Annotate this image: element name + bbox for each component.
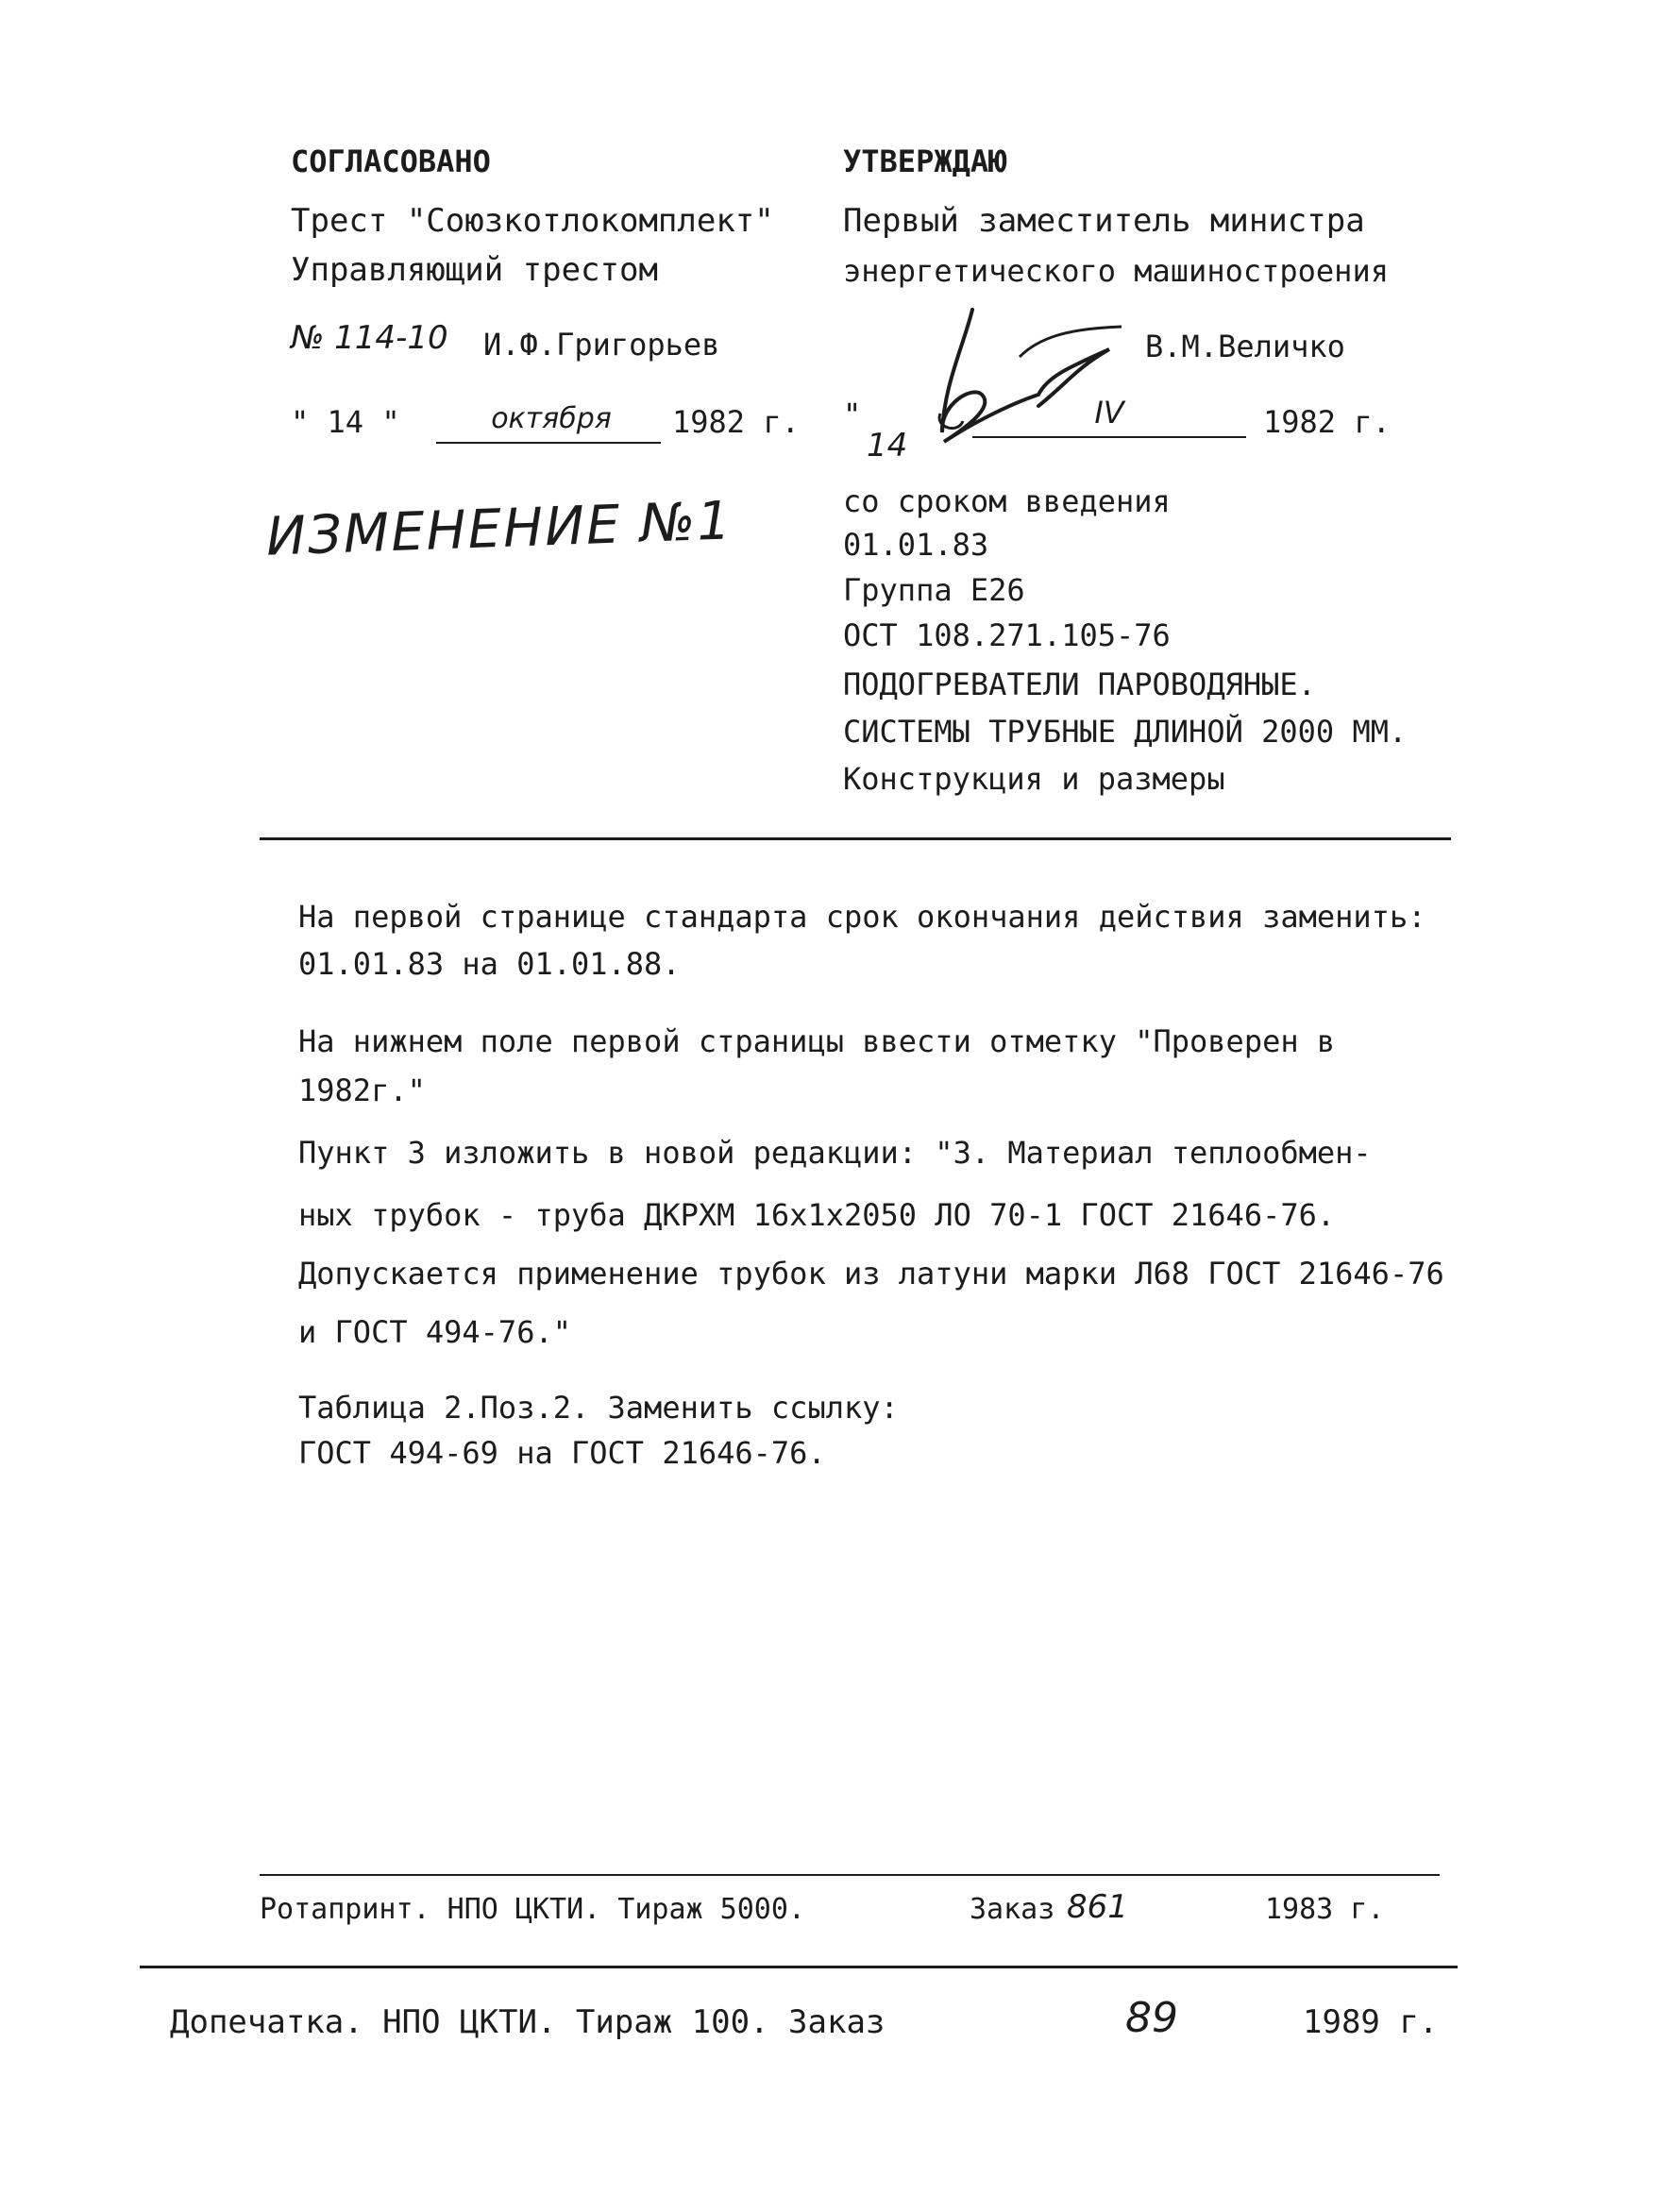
reprint-order: 89 — [1125, 1994, 1178, 2042]
right-date-year: 1982 г. — [1263, 404, 1391, 440]
print-line: Ротапринт. НПО ЦКТИ. Тираж 5000. — [260, 1893, 805, 1926]
right-date-prefix: " — [843, 397, 862, 432]
left-date-year: 1982 г. — [672, 404, 800, 440]
registration-number: № 114-10 — [291, 319, 448, 357]
paragraph-3-line-3: Допускается применение трубок из латуни марки Л68 ГОСТ 21646-76 — [298, 1256, 1444, 1292]
group-code: Группа Е26 — [843, 572, 1025, 608]
paragraph-1-line-1: На первой странице стандарта срок окончания действия заменить: — [298, 899, 1426, 935]
right-date-month: IV — [1094, 395, 1124, 431]
org-line-1: Трест "Союзкотлокомплект" — [291, 202, 774, 240]
approval-heading-right: УТВЕРЖДАЮ — [843, 144, 1007, 179]
paragraph-2-line-1: На нижнем поле первой страницы ввести отметку "Проверен в — [298, 1023, 1336, 1059]
standard-code: ОСТ 108.271.105-76 — [843, 617, 1171, 653]
left-date-month: октября — [491, 402, 612, 435]
change-title: ИЗМЕНЕНИЕ №1 — [265, 490, 734, 568]
paragraph-3-line-4: и ГОСТ 494-76." — [298, 1314, 571, 1350]
paragraph-4-line-1: Таблица 2.Поз.2. Заменить ссылку: — [298, 1390, 899, 1426]
left-date-underline — [436, 442, 661, 444]
signature-graphic — [906, 300, 1246, 470]
effective-date: 01.01.83 — [843, 527, 989, 563]
paragraph-4-line-2: ГОСТ 494-69 на ГОСТ 21646-76. — [298, 1435, 826, 1471]
right-signatory: В.М.Величко — [1145, 329, 1345, 364]
position-line-1: Первый заместитель министра — [843, 202, 1365, 240]
order-label: Заказ — [970, 1893, 1055, 1926]
reprint-line: Допечатка. НПО ЦКТИ. Тираж 100. Заказ — [170, 2003, 886, 2041]
header-separator — [260, 837, 1451, 840]
reprint-year: 1989 г. — [1303, 2003, 1439, 2041]
position-line-2: энергетического машиностроения — [843, 253, 1389, 289]
footer-rule-bottom — [140, 1966, 1458, 1968]
right-date-day: 14 — [867, 427, 908, 464]
org-line-2: Управляющий трестом — [291, 251, 658, 289]
order-year: 1983 г. — [1265, 1893, 1385, 1926]
left-date-prefix: " 14 " — [291, 404, 400, 440]
standard-title-line-3: Конструкция и размеры — [843, 761, 1225, 797]
standard-title-line-2: СИСТЕМЫ ТРУБНЫЕ ДЛИНОЙ 2000 ММ. — [843, 714, 1408, 750]
paragraph-1-line-2: 01.01.83 на 01.01.88. — [298, 946, 681, 982]
approval-heading-left: СОГЛАСОВАНО — [291, 144, 491, 179]
standard-title-line-1: ПОДОГРЕВАТЕЛИ ПАРОВОДЯНЫЕ. — [843, 667, 1316, 702]
order-number: 861 — [1067, 1888, 1128, 1926]
paragraph-3-line-1: Пункт 3 изложить в новой редакции: "3. Материал теплообмен- — [298, 1135, 1372, 1171]
footer-rule-top — [260, 1874, 1440, 1876]
effective-label: со сроком введения — [843, 483, 1171, 519]
left-signatory: И.Ф.Григорьев — [483, 327, 720, 363]
paragraph-2-line-2: 1982г." — [298, 1072, 426, 1108]
paragraph-3-line-2: ных трубок - труба ДКРХМ 16х1х2050 ЛО 70-1 ГОСТ 21646-76. — [298, 1197, 1336, 1233]
right-date-underline — [972, 436, 1246, 438]
